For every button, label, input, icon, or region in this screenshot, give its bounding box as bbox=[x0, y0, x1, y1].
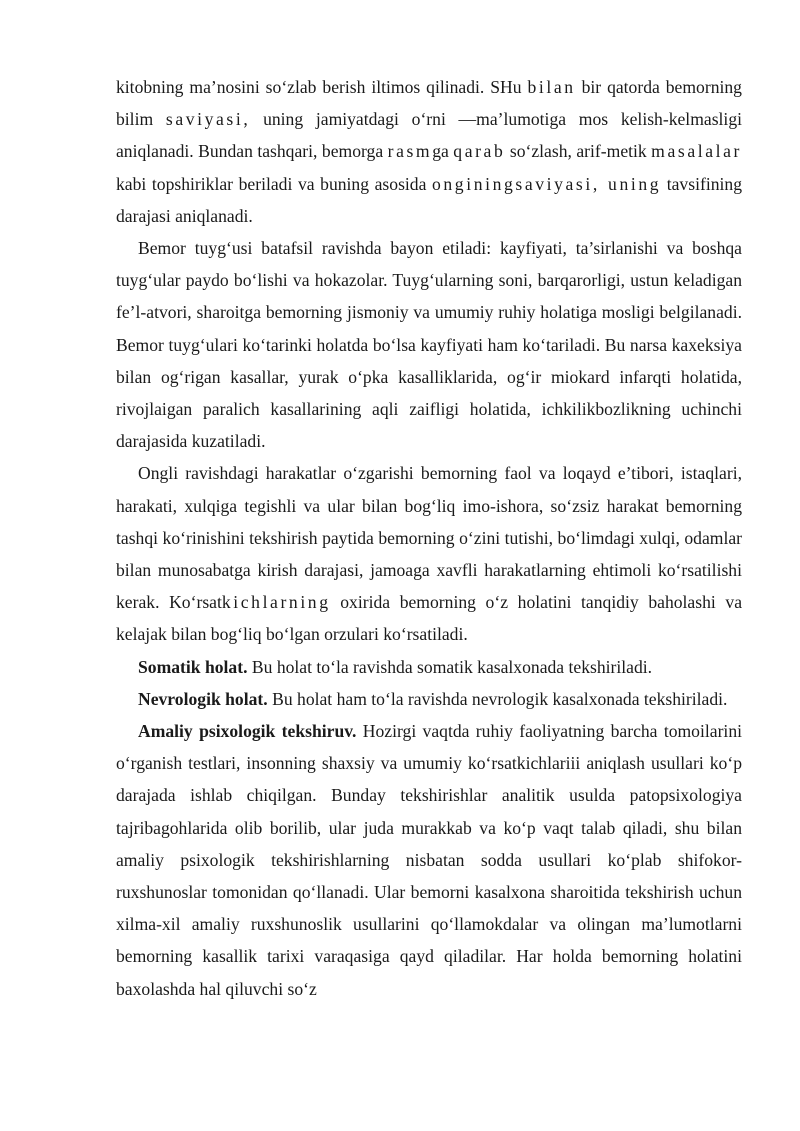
p1-text: uning jamiyatdagi o‘rni —ma’lumotiga mos kelish-kelmasligi aniqlanadi. Bundan tashqari, bemorga bbox=[116, 109, 742, 162]
p3-text: oxirida bemorning o‘z holatini tanqidiy baholashi va kelajak bilan bog‘liq bo‘lgan orzulari ko‘rsatiladi. bbox=[116, 592, 742, 645]
p1-spaced-rasm: rasm bbox=[387, 141, 433, 162]
p1-text: so‘zlash, arif-metik bbox=[505, 141, 652, 162]
paragraph-somatic bbox=[116, 651, 742, 683]
p1-spaced-ongining: onginingsaviyasi, uning bbox=[432, 173, 662, 194]
p3-spaced-kichlarning: kichlarning bbox=[221, 592, 331, 613]
p1-text: bir qatorda bemorning bilim bbox=[116, 77, 742, 130]
paragraph-1 bbox=[116, 71, 742, 232]
paragraph-3 bbox=[116, 457, 742, 650]
p1-text: kitobning ma’nosini so‘zlab berish iltimos qilinadi. SHu bbox=[116, 77, 528, 97]
psychological-text: Hozirgi vaqtda ruhiy faoliyatning barcha tomoilarini o‘rganish testlari, insonning shaxsiy va umumiy ko‘rsatkichlariii aniqlash usullari ko‘p darajada ishlab chiqilgan. Bunday tekshirishlar analitik usulda patopsixologiya tajribagohlarida olib borilib, ular juda murakkab va ko‘p vaqt talab qiladi, shu bilan amaliy psixologik tekshirishlarning nisbatan sodda usullari ko‘plab shifokor-ruxshunoslar tomonidan qo‘llanadi. Ular bemorni kasalxona sharoitida tekshirish uchun xilma-xil amaliy ruxshunoslik usullarini qo‘llamokdalar va olingan ma’lumotlarni bemorning kasallik tarixi varaqasiga qayd qiladilar. Har holda bemorning holatini baxolashda hal qiluvchi so‘z bbox=[116, 721, 742, 999]
p1-text: kabi topshiriklar beriladi va buning asosida bbox=[116, 173, 433, 194]
paragraph-psychological bbox=[116, 715, 742, 1005]
p1-text: tavsifining darajasi aniqlanadi. bbox=[116, 173, 742, 226]
neurological-text: Bu holat ham to‘la ravishda nevrologik kasalxonada tekshiriladi. bbox=[267, 688, 728, 709]
neurological-heading: Nevrologik holat. bbox=[138, 688, 268, 709]
p1-spaced-qarab: qarab bbox=[453, 141, 506, 162]
p1-spaced-saviyasi: saviyasi, bbox=[165, 109, 251, 130]
paragraph-neurological bbox=[116, 683, 742, 715]
p1-spaced-masalalar: masalalar bbox=[651, 141, 742, 162]
paragraph-2: Bemor tuyg‘usi batafsil ravishda bayon etiladi: kayfiyati, ta’sirlanishi va boshqa tuyg‘ular paydo bo‘lishi va hokazolar. Tuyg‘ularning soni, barqarorligi, ustun keladigan fe’l-atvori, sharoitga bemorning jismoniy va umumiy ruhiy holatiga mosligi belgilanadi. Bemor tuyg‘ulari ko‘tarinki holatda bo‘lsa kayfiyati ham ko‘tariladi. Bu narsa kaxeksiya bilan og‘rigan kasallar, yurak o‘pka kasalliklarida, og‘ir miokard infarqti holatida, rivojlaigan paralich kasallarining aqli zaifligi holatida, ichkilikbozlikning uchinchi darajasida kuzatiladi. bbox=[116, 238, 742, 452]
p1-spaced-bilan: bilan bbox=[527, 77, 576, 97]
somatic-text: Bu holat to‘la ravishda somatik kasalxonada tekshiriladi. bbox=[247, 656, 653, 677]
psychological-heading: Amaliy psixologik tekshiruv. bbox=[138, 721, 357, 742]
p3-text: Ongli ravishdagi harakatlar o‘zgarishi bemorning faol va loqayd e’tibori, istaqlari, harakati, xulqiga tegishli va ular bilan bog‘liq imo-ishora, so‘zsiz harakat bemorning tashqi ko‘rinishini tekshirish paytida bemorning o‘zini tutishi, bo‘limdagi xulqi, odamlar bilan munosabatga kirish darajasi, jamoaga xavfli harakatlarning ehtimoli ko‘rsatilishi kerak. Ko‘rsat bbox=[116, 463, 742, 613]
document-page bbox=[116, 71, 742, 1005]
p1-text: ga bbox=[432, 141, 454, 162]
somatic-heading: Somatik holat. bbox=[138, 656, 248, 677]
